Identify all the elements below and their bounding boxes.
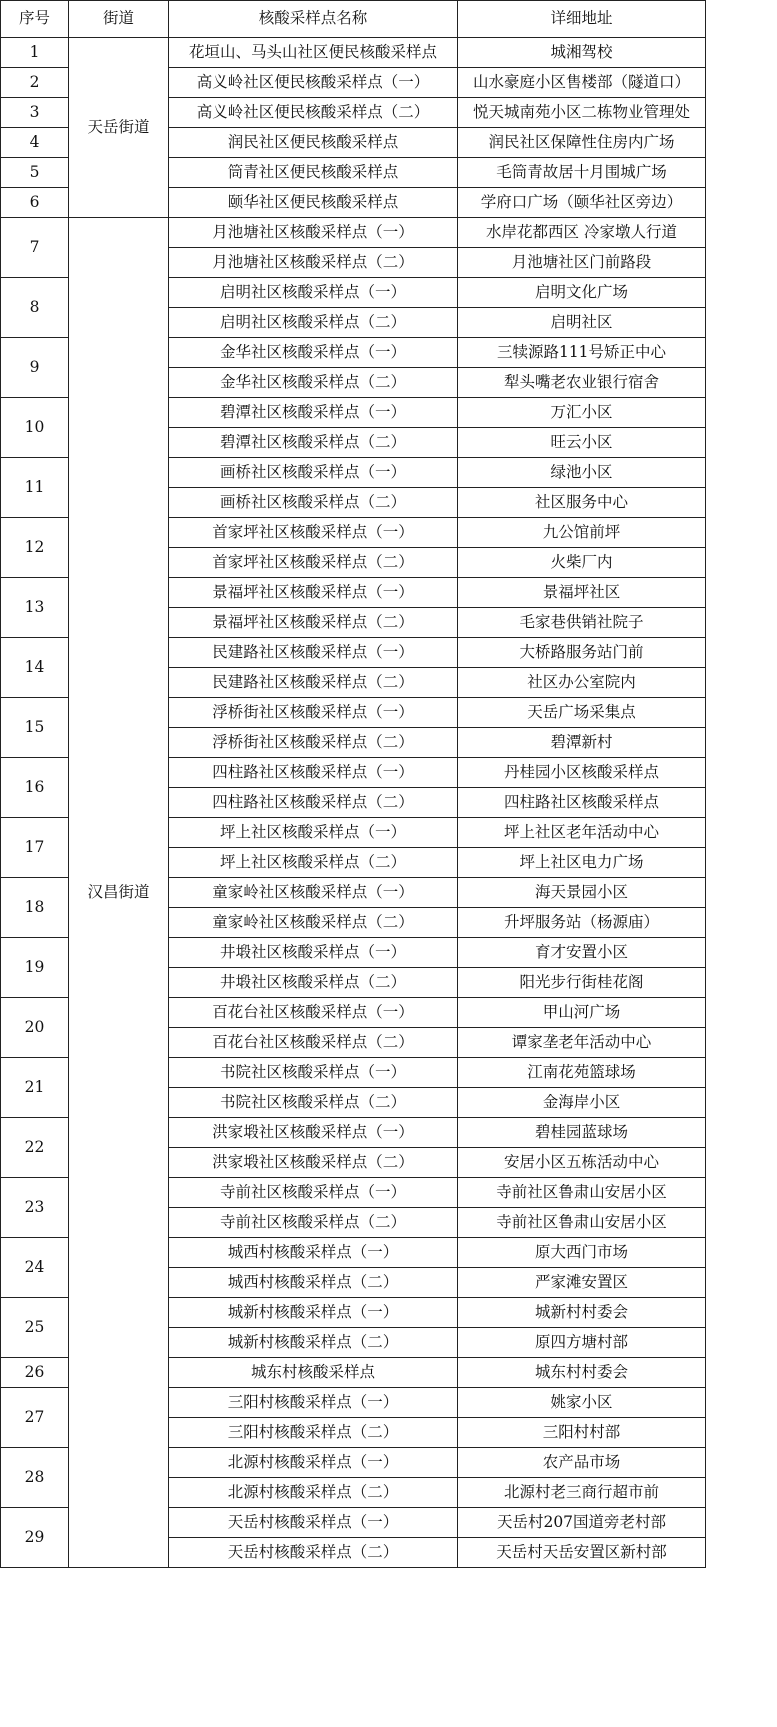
cell-site-name[interactable]: 三阳村核酸采样点（二） [169, 1418, 458, 1448]
cell-no[interactable]: 8 [1, 278, 69, 338]
cell-address[interactable]: 学府口广场（颐华社区旁边） [458, 188, 706, 218]
cell-address[interactable]: 谭家垄老年活动中心 [458, 1028, 706, 1058]
cell-site-name[interactable]: 启明社区核酸采样点（二） [169, 308, 458, 338]
table-row [1, 38, 706, 68]
cell-site-name[interactable]: 高义岭社区便民核酸采样点（一） [169, 68, 458, 98]
cell-address[interactable]: 阳光步行街桂花阁 [458, 968, 706, 998]
cell-address[interactable]: 天岳村天岳安置区新村部 [458, 1538, 706, 1568]
cell-site-name[interactable]: 城新村核酸采样点（二） [169, 1328, 458, 1358]
cell-site-name[interactable]: 童家岭社区核酸采样点（一） [169, 878, 458, 908]
cell-site-name[interactable]: 启明社区核酸采样点（一） [169, 278, 458, 308]
cell-no[interactable]: 28 [1, 1448, 69, 1508]
cell-address[interactable]: 寺前社区鲁肃山安居小区 [458, 1208, 706, 1238]
cell-site-name[interactable]: 首家坪社区核酸采样点（一） [169, 518, 458, 548]
cell-site-name[interactable]: 洪家塅社区核酸采样点（一） [169, 1118, 458, 1148]
cell-no[interactable]: 2 [1, 68, 69, 98]
cell-address[interactable]: 绿池小区 [458, 458, 706, 488]
cell-address[interactable]: 三犊源路111号矫正中心 [458, 338, 706, 368]
cell-address[interactable]: 北源村老三商行超市前 [458, 1478, 706, 1508]
cell-address[interactable]: 丹桂园小区核酸采样点 [458, 758, 706, 788]
cell-no[interactable]: 27 [1, 1388, 69, 1448]
cell-site-name[interactable]: 坪上社区核酸采样点（二） [169, 848, 458, 878]
cell-address[interactable]: 原大西门市场 [458, 1238, 706, 1268]
cell-no[interactable]: 11 [1, 458, 69, 518]
cell-address[interactable]: 三阳村村部 [458, 1418, 706, 1448]
cell-address[interactable]: 城湘驾校 [458, 38, 706, 68]
cell-address[interactable]: 海天景园小区 [458, 878, 706, 908]
cell-no[interactable]: 4 [1, 128, 69, 158]
header-street[interactable]: 街道 [69, 1, 169, 38]
cell-address[interactable]: 启明社区 [458, 308, 706, 338]
cell-address[interactable]: 寺前社区鲁肃山安居小区 [458, 1178, 706, 1208]
header-address[interactable]: 详细地址 [458, 1, 706, 38]
cell-address[interactable]: 万汇小区 [458, 398, 706, 428]
cell-no[interactable]: 9 [1, 338, 69, 398]
cell-site-name[interactable]: 三阳村核酸采样点（一） [169, 1388, 458, 1418]
cell-site-name[interactable]: 民建路社区核酸采样点（二） [169, 668, 458, 698]
cell-site-name[interactable]: 碧潭社区核酸采样点（一） [169, 398, 458, 428]
cell-site-name[interactable]: 碧潭社区核酸采样点（二） [169, 428, 458, 458]
cell-no[interactable]: 10 [1, 398, 69, 458]
cell-address[interactable]: 金海岸小区 [458, 1088, 706, 1118]
cell-address[interactable]: 九公馆前坪 [458, 518, 706, 548]
cell-address[interactable]: 景福坪社区 [458, 578, 706, 608]
cell-no[interactable]: 14 [1, 638, 69, 698]
cell-address[interactable]: 四柱路社区核酸采样点 [458, 788, 706, 818]
cell-address[interactable]: 坪上社区电力广场 [458, 848, 706, 878]
cell-site-name[interactable]: 井塅社区核酸采样点（二） [169, 968, 458, 998]
cell-address[interactable]: 城新村村委会 [458, 1298, 706, 1328]
cell-no[interactable]: 3 [1, 98, 69, 128]
cell-site-name[interactable]: 天岳村核酸采样点（二） [169, 1538, 458, 1568]
cell-address[interactable]: 大桥路服务站门前 [458, 638, 706, 668]
table-row [1, 218, 706, 248]
cell-site-name[interactable]: 城西村核酸采样点（一） [169, 1238, 458, 1268]
cell-no[interactable]: 23 [1, 1178, 69, 1238]
cell-site-name[interactable]: 四柱路社区核酸采样点（一） [169, 758, 458, 788]
cell-no[interactable]: 12 [1, 518, 69, 578]
cell-address[interactable]: 毛筒青故居十月围城广场 [458, 158, 706, 188]
cell-site-name[interactable]: 高义岭社区便民核酸采样点（二） [169, 98, 458, 128]
table-body [1, 38, 706, 1568]
cell-address[interactable]: 旺云小区 [458, 428, 706, 458]
cell-address[interactable]: 润民社区保障性住房内广场 [458, 128, 706, 158]
cell-no[interactable]: 18 [1, 878, 69, 938]
header-row [1, 1, 706, 38]
cell-address[interactable]: 安居小区五栋活动中心 [458, 1148, 706, 1178]
cell-no[interactable]: 1 [1, 38, 69, 68]
cell-site-name[interactable]: 月池塘社区核酸采样点（一） [169, 218, 458, 248]
cell-address[interactable]: 姚家小区 [458, 1388, 706, 1418]
cell-address[interactable]: 升坪服务站（杨源庙） [458, 908, 706, 938]
cell-site-name[interactable]: 城新村核酸采样点（一） [169, 1298, 458, 1328]
cell-address[interactable]: 坪上社区老年活动中心 [458, 818, 706, 848]
cell-address[interactable]: 碧桂园蓝球场 [458, 1118, 706, 1148]
cell-address[interactable]: 水岸花都西区 冷家墩人行道 [458, 218, 706, 248]
cell-no[interactable]: 21 [1, 1058, 69, 1118]
cell-address[interactable]: 甲山河广场 [458, 998, 706, 1028]
cell-address[interactable]: 江南花苑篮球场 [458, 1058, 706, 1088]
cell-address[interactable]: 启明文化广场 [458, 278, 706, 308]
cell-address[interactable]: 严家滩安置区 [458, 1268, 706, 1298]
cell-address[interactable]: 月池塘社区门前路段 [458, 248, 706, 278]
cell-address[interactable]: 火柴厂内 [458, 548, 706, 578]
cell-site-name[interactable]: 浮桥街社区核酸采样点（二） [169, 728, 458, 758]
cell-site-name[interactable]: 百花台社区核酸采样点（二） [169, 1028, 458, 1058]
cell-no[interactable]: 15 [1, 698, 69, 758]
cell-no[interactable]: 26 [1, 1358, 69, 1388]
cell-no[interactable]: 20 [1, 998, 69, 1058]
cell-address[interactable]: 育才安置小区 [458, 938, 706, 968]
cell-site-name[interactable]: 浮桥街社区核酸采样点（一） [169, 698, 458, 728]
cell-address[interactable]: 社区服务中心 [458, 488, 706, 518]
cell-site-name[interactable]: 书院社区核酸采样点（一） [169, 1058, 458, 1088]
cell-site-name[interactable]: 北源村核酸采样点（二） [169, 1478, 458, 1508]
cell-site-name[interactable]: 金华社区核酸采样点（二） [169, 368, 458, 398]
header-no[interactable]: 序号 [1, 1, 69, 38]
cell-no[interactable]: 7 [1, 218, 69, 278]
cell-address[interactable]: 原四方塘村部 [458, 1328, 706, 1358]
cell-address[interactable]: 毛家巷供销社院子 [458, 608, 706, 638]
cell-site-name[interactable]: 寺前社区核酸采样点（一） [169, 1178, 458, 1208]
cell-site-name[interactable]: 颐华社区便民核酸采样点 [169, 188, 458, 218]
cell-no[interactable]: 17 [1, 818, 69, 878]
cell-site-name[interactable]: 四柱路社区核酸采样点（二） [169, 788, 458, 818]
cell-site-name[interactable]: 花垣山、马头山社区便民核酸采样点 [169, 38, 458, 68]
cell-no[interactable]: 25 [1, 1298, 69, 1358]
cell-site-name[interactable]: 书院社区核酸采样点（二） [169, 1088, 458, 1118]
cell-site-name[interactable]: 北源村核酸采样点（一） [169, 1448, 458, 1478]
cell-site-name[interactable]: 寺前社区核酸采样点（二） [169, 1208, 458, 1238]
cell-site-name[interactable]: 首家坪社区核酸采样点（二） [169, 548, 458, 578]
cell-street[interactable]: 汉昌街道 [69, 218, 169, 1568]
cell-site-name[interactable]: 城西村核酸采样点（二） [169, 1268, 458, 1298]
cell-no[interactable]: 29 [1, 1508, 69, 1568]
cell-site-name[interactable]: 金华社区核酸采样点（一） [169, 338, 458, 368]
cell-no[interactable]: 13 [1, 578, 69, 638]
cell-site-name[interactable]: 城东村核酸采样点 [169, 1358, 458, 1388]
cell-no[interactable]: 24 [1, 1238, 69, 1298]
cell-site-name[interactable]: 民建路社区核酸采样点（一） [169, 638, 458, 668]
cell-address[interactable]: 山水豪庭小区售楼部（隧道口） [458, 68, 706, 98]
cell-site-name[interactable]: 筒青社区便民核酸采样点 [169, 158, 458, 188]
cell-no[interactable]: 6 [1, 188, 69, 218]
cell-address[interactable]: 社区办公室院内 [458, 668, 706, 698]
cell-address[interactable]: 城东村村委会 [458, 1358, 706, 1388]
cell-address[interactable]: 碧潭新村 [458, 728, 706, 758]
cell-street[interactable]: 天岳街道 [69, 38, 169, 218]
cell-site-name[interactable]: 百花台社区核酸采样点（一） [169, 998, 458, 1028]
cell-no[interactable]: 16 [1, 758, 69, 818]
cell-address[interactable]: 天岳广场采集点 [458, 698, 706, 728]
cell-address[interactable]: 农产品市场 [458, 1448, 706, 1478]
cell-address[interactable]: 天岳村207国道旁老村部 [458, 1508, 706, 1538]
cell-site-name[interactable]: 洪家塅社区核酸采样点（二） [169, 1148, 458, 1178]
cell-site-name[interactable]: 天岳村核酸采样点（一） [169, 1508, 458, 1538]
cell-site-name[interactable]: 童家岭社区核酸采样点（二） [169, 908, 458, 938]
cell-no[interactable]: 19 [1, 938, 69, 998]
header-site-name[interactable]: 核酸采样点名称 [169, 1, 458, 38]
cell-site-name[interactable]: 画桥社区核酸采样点（一） [169, 458, 458, 488]
cell-address[interactable]: 犁头嘴老农业银行宿舍 [458, 368, 706, 398]
cell-site-name[interactable]: 景福坪社区核酸采样点（一） [169, 578, 458, 608]
cell-site-name[interactable]: 月池塘社区核酸采样点（二） [169, 248, 458, 278]
cell-site-name[interactable]: 画桥社区核酸采样点（二） [169, 488, 458, 518]
cell-site-name[interactable]: 井塅社区核酸采样点（一） [169, 938, 458, 968]
cell-site-name[interactable]: 润民社区便民核酸采样点 [169, 128, 458, 158]
cell-address[interactable]: 悦天城南苑小区二栋物业管理处 [458, 98, 706, 128]
cell-no[interactable]: 5 [1, 158, 69, 188]
cell-site-name[interactable]: 景福坪社区核酸采样点（二） [169, 608, 458, 638]
cell-no[interactable]: 22 [1, 1118, 69, 1178]
cell-site-name[interactable]: 坪上社区核酸采样点（一） [169, 818, 458, 848]
